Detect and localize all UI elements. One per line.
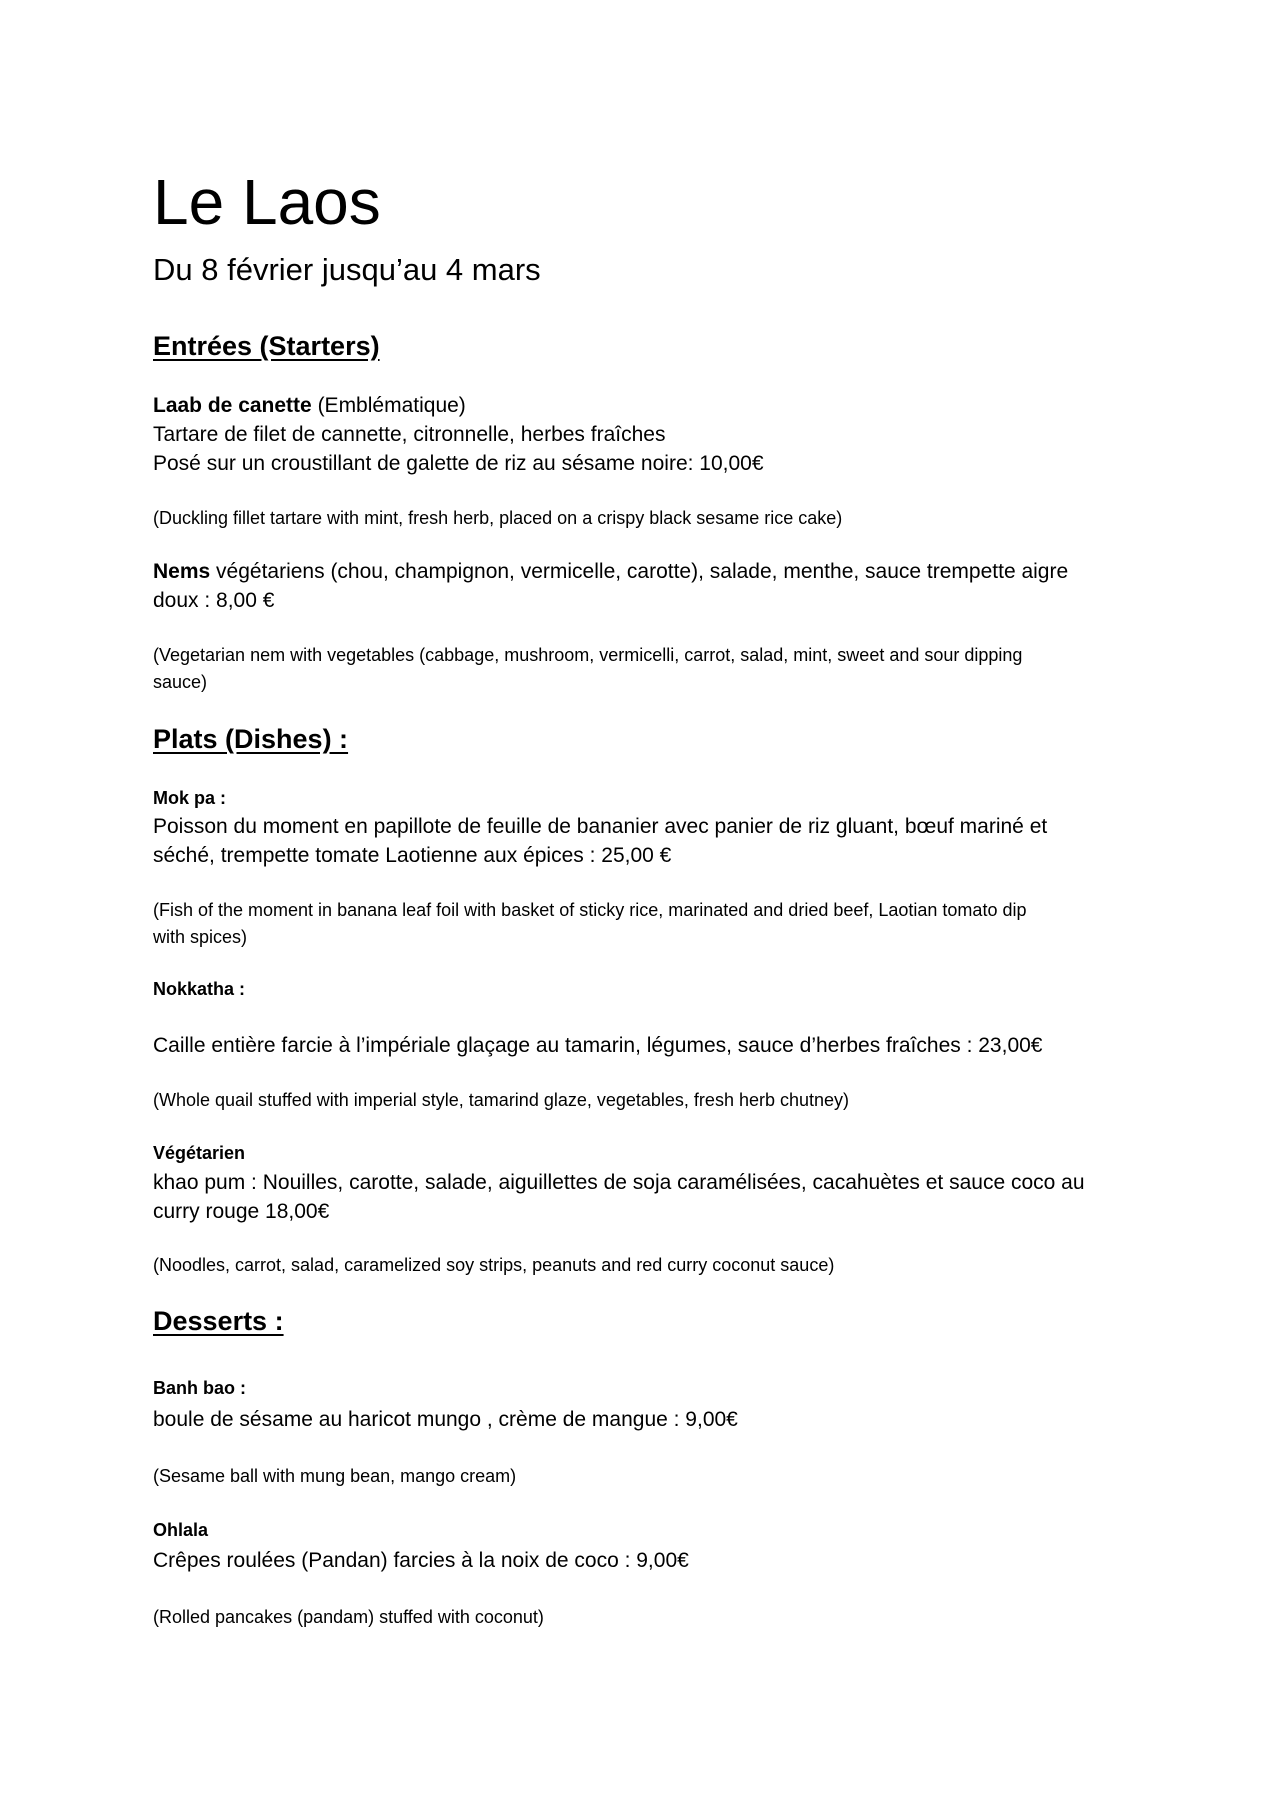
dish-tag-laab: (Emblématique) (311, 394, 466, 417)
dish-description-nems-line1 (153, 557, 1068, 586)
section-heading-dishes: Plats (Dishes) : (153, 724, 349, 754)
dish-name-nokkatha: Nokkatha : (153, 979, 246, 999)
dish-description-banhbao: boule de sésame au haricot mungo , crème de mangue : 9,00€ (153, 1408, 738, 1431)
dish-description-mokpa-line2: séché, trempette tomate Laotienne aux épices : 25,00 € (153, 844, 672, 867)
page-title: Le Laos (153, 166, 381, 238)
dish-description-laab-line1: Tartare de filet de cannette, citronnelle, herbes fraîches (153, 423, 666, 446)
dish-english-mokpa-line2: with spices) (153, 927, 248, 947)
section-heading-starters: Entrées (Starters) (153, 331, 380, 361)
dish-english-nems-line2: sauce) (153, 672, 208, 692)
dish-name-vegetarien: Végétarien (153, 1143, 246, 1163)
dish-name-ohlala: Ohlala (153, 1520, 209, 1540)
dish-english-nokkatha: (Whole quail stuffed with imperial style, tamarind glaze, vegetables, fresh herb chutney) (153, 1090, 850, 1110)
dish-title-laab (153, 391, 466, 420)
dish-name-mokpa: Mok pa : (153, 788, 227, 808)
section-heading-desserts: Desserts : (153, 1306, 284, 1336)
dish-description-ohlala: Crêpes roulées (Pandan) farcies à la noix de coco : 9,00€ (153, 1549, 689, 1572)
dish-english-laab: (Duckling fillet tartare with mint, fresh herb, placed on a crispy black sesame rice cake) (153, 508, 843, 528)
dish-english-ohlala: (Rolled pancakes (pandam) stuffed with coconut) (153, 1607, 544, 1627)
dish-name-laab: Laab de canette (153, 394, 312, 417)
dish-description-nokkatha: Caille entière farcie à l’impériale glaçage au tamarin, légumes, sauce d’herbes fraîches : 23,00€ (153, 1034, 1043, 1057)
dish-name-banhbao: Banh bao : (153, 1378, 246, 1398)
dish-english-nems-line1: (Vegetarian nem with vegetables (cabbage, mushroom, vermicelli, carrot, salad, mint, sweet and sour dipping (153, 645, 1023, 665)
page-subtitle: Du 8 février jusqu’au 4 mars (153, 252, 541, 287)
dish-description-vegetarien-line1: khao pum : Nouilles, carotte, salade, aiguillettes de soja caramélisées, cacahuètes et sauce coco au (153, 1171, 1085, 1194)
dish-name-nems: Nems (153, 560, 211, 583)
dish-english-mokpa-line1: (Fish of the moment in banana leaf foil with basket of sticky rice, marinated and dried beef, Laotian tomato dip (153, 900, 1027, 920)
dish-description-vegetarien-line2: curry rouge 18,00€ (153, 1200, 330, 1223)
dish-description-nems-line2: doux : 8,00 € (153, 589, 275, 612)
dish-description-laab-line2: Posé sur un croustillant de galette de riz au sésame noire: 10,00€ (153, 452, 764, 475)
dish-text-nems: végétariens (chou, champignon, vermicelle, carotte), salade, menthe, sauce trempette aigre (210, 560, 1069, 583)
dish-english-banhbao: (Sesame ball with mung bean, mango cream) (153, 1466, 517, 1486)
dish-description-mokpa-line1: Poisson du moment en papillote de feuille de bananier avec panier de riz gluant, bœuf mariné et (153, 815, 1048, 838)
dish-english-vegetarien: (Noodles, carrot, salad, caramelized soy strips, peanuts and red curry coconut sauce) (153, 1255, 835, 1275)
